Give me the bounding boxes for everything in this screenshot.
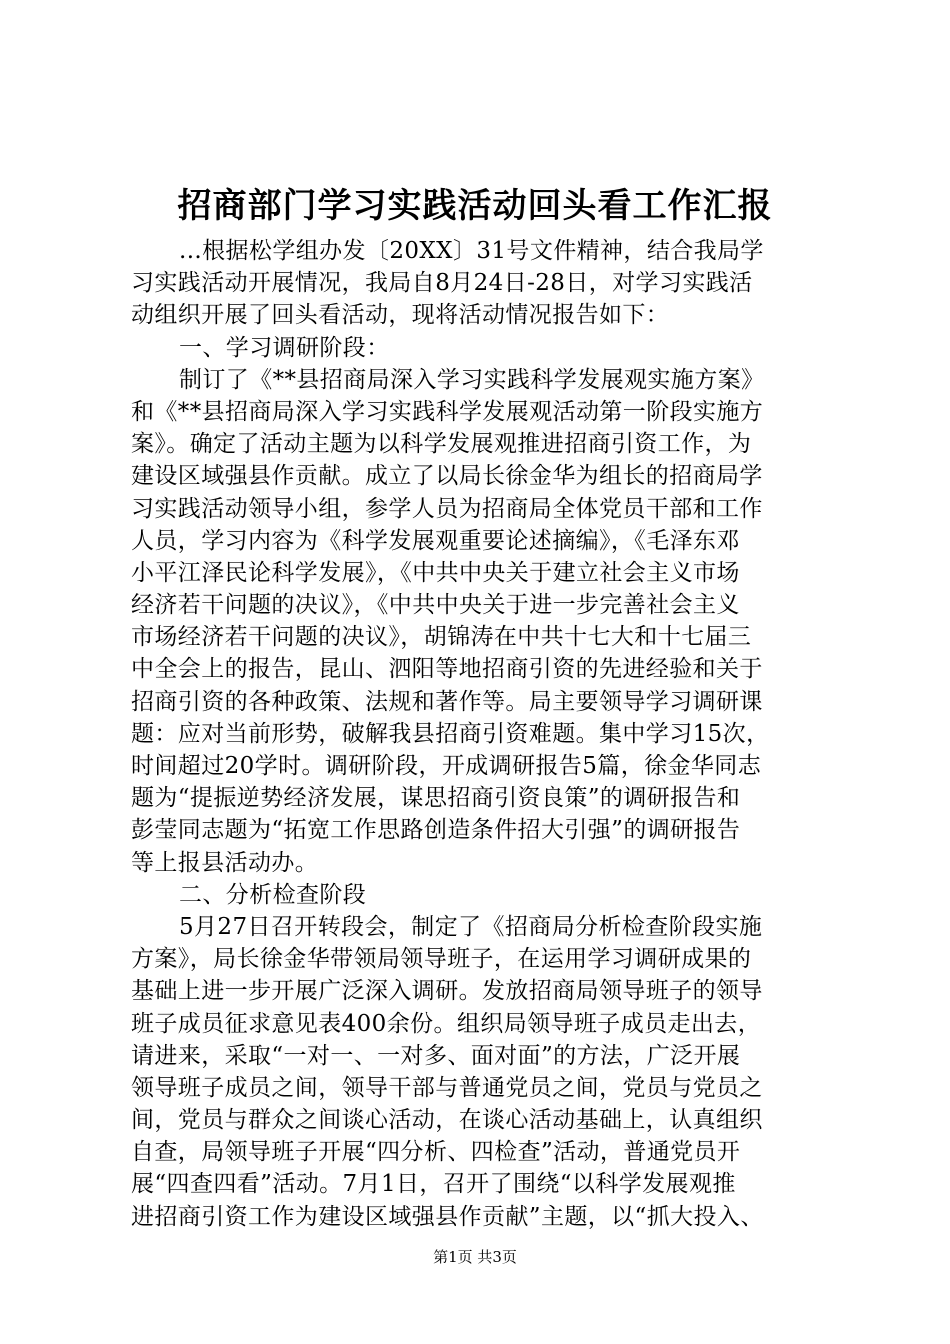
body-line: 进招商引资工作为建设区域强县作贡献”主题，以“抓大投入、 [131,1203,764,1230]
body-line: 间，党员与群众之间谈心活动，在谈心活动基础上，认真组织 [131,1107,763,1134]
body-line: 案》。确定了活动主题为以科学发展观推进招商引资工作，为 [131,431,752,458]
body-line: 二、分析检查阶段 [179,881,367,908]
body-line: 中全会上的报告，昆山、泗阳等地招商引资的先进经验和关于 [131,656,763,683]
body-line: 习实践活动开展情况，我局自8月24日-28日，对学习实践活 [131,270,753,297]
body-line: ...根据松学组办发〔20XX〕31号文件精神，结合我局学 [179,238,764,264]
body-line: 动组织开展了回头看活动，现将活动情况报告如下： [131,302,670,329]
document-body [131,235,851,1233]
body-line: 制订了《**县招商局深入学习实践科学发展观实施方案》 [179,366,765,393]
body-line: 时间超过20学时。调研阶段，开成调研报告5篇，徐金华同志 [131,753,762,779]
body-line: 领导班子成员之间，领导干部与普通党员之间，党员与党员之 [131,1074,763,1101]
body-line: 一、学习调研阶段： [179,334,390,361]
body-line: 和《**县招商局深入学习实践科学发展观活动第一阶段实施方 [131,398,764,425]
document-title: 招商部门学习实践活动回头看工作汇报 [177,186,773,226]
body-line: 题为“提振逆势经济发展，谋思招商引资良策”的调研报告和 [131,785,741,812]
body-line: 人员，学习内容为《科学发展观重要论述摘编》，《毛泽东邓 [131,527,740,554]
body-line: 市场经济若干问题的决议》，胡锦涛在中共十七大和十七届三 [131,624,752,651]
body-line: 基础上进一步开展广泛深入调研。发放招商局领导班子的领导 [131,978,763,1005]
body-line: 展“四查四看”活动。7月1日，召开了围绕“以科学发展观推 [131,1171,736,1198]
body-line: 经济若干问题的决议》，《中共中央关于进一步完善社会主义 [131,592,740,619]
body-line: 小平江泽民论科学发展》，《中共中央关于建立社会主义市场 [131,559,740,586]
body-line: 方案》，局长徐金华带领局领导班子，在运用学习调研成果的 [131,946,752,973]
page-footer: 第1页 共3页 [433,1248,517,1266]
body-line: 招商引资的各种政策、法规和著作等。局主要领导学习调研课 [131,688,763,715]
body-line: 等上报县活动办。 [131,849,319,876]
body-line: 班子成员征求意见表400余份。组织局领导班子成员走出去， [131,1010,762,1037]
body-line: 请进来，采取“一对一、一对多、面对面”的方法，广泛开展 [131,1042,741,1069]
body-line: 习实践活动领导小组，参学人员为招商局全体党员干部和工作 [131,495,763,522]
body-line: 题：应对当前形势，破解我县招商引资难题。集中学习15次， [131,720,770,747]
body-line: 自查，局领导班子开展“四分析、四检查”活动，普通党员开 [131,1139,741,1166]
body-line: 彭莹同志题为“拓宽工作思路创造条件招大引强”的调研报告 [131,817,741,844]
body-line: 5月27日召开转段会，制定了《招商局分析检查阶段实施 [179,913,763,940]
body-line: 建设区域强县作贡献。成立了以局长徐金华为组长的招商局学 [131,463,763,490]
